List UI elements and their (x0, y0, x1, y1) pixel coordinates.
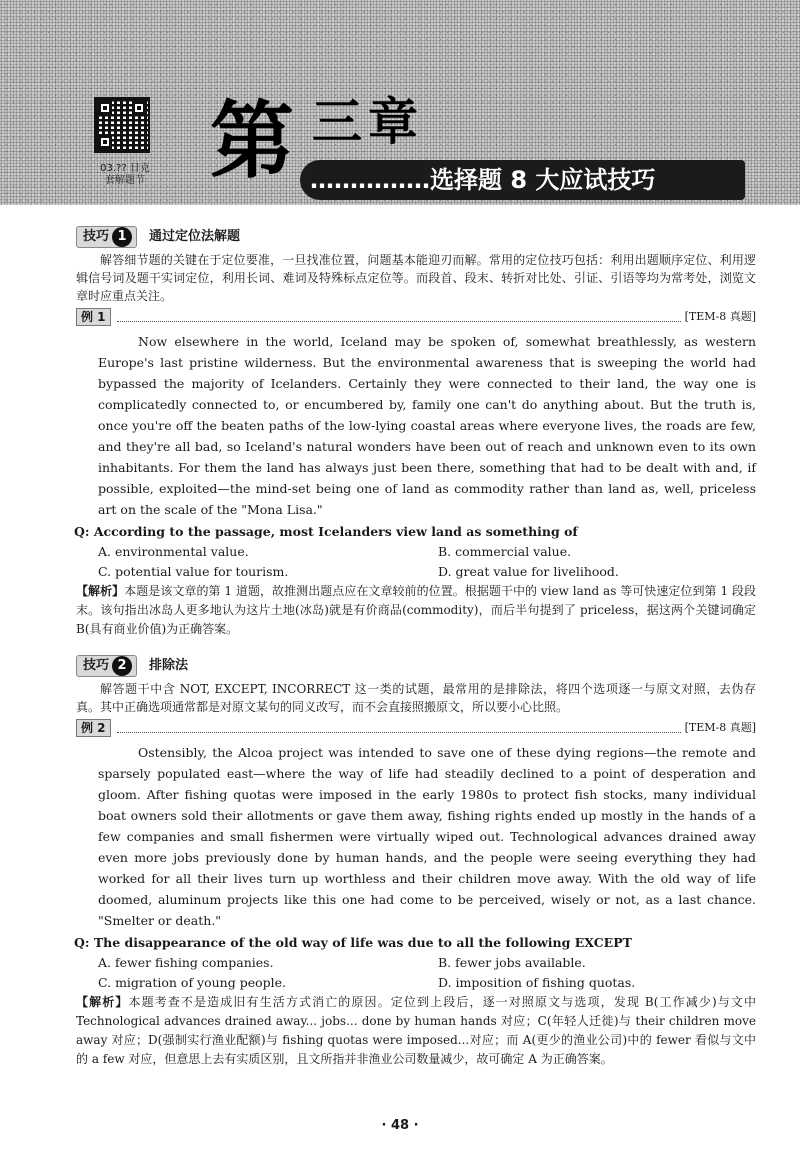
analysis-label: 【解析】 (76, 584, 125, 598)
chapter-title: 三章 (312, 92, 424, 151)
example-2-label: 例 2 (76, 719, 111, 737)
option-a: A. fewer fishing companies. (98, 955, 274, 970)
qr-caption: 03.?? 日克 套解题节 (100, 163, 150, 186)
example-2-options (98, 953, 756, 993)
analysis-text: 本题是该文章的第 1 道题，故推测出题点应在文章较前的位置。根据题干中的 view land as 等可快速定位到第 1 段段末。该句指出冰岛人更多地认为这片土地(冰岛)就是有价商品(commodity)，而后半句提到了 priceless，据这两个关键词确定 B(具有商业价值)为正确答案。 (76, 584, 756, 636)
option-a: A. environmental value. (98, 544, 249, 559)
example-1-source: [TEM-8 真题] (684, 310, 756, 323)
tip-badge (76, 226, 137, 248)
option-c: C. migration of young people. (98, 975, 287, 990)
example-1-analysis (76, 582, 756, 639)
tip-number-circle: 2 (112, 656, 132, 676)
tip-2-heading (76, 653, 756, 679)
tip-2-title: 排除法 (149, 658, 189, 673)
option-b: B. fewer jobs available. (438, 955, 586, 970)
example-2-header (76, 718, 756, 738)
example-1-label: 例 1 (76, 308, 111, 326)
tip-2-description: 解答题干中含 NOT, EXCEPT, INCORRECT 这一类的试题，最常用的是排除法，将四个选项逐一与原文对照，去伪存真。其中正确选项通常都是对原文某句的同义改写，而不会直接照搬原文，所以要小心比照。 (76, 682, 756, 714)
example-1-header (76, 307, 756, 327)
example-2-analysis (76, 993, 756, 1069)
chapter-title-big-char: 第 (210, 91, 295, 190)
example-2-question: Q: The disappearance of the old way of life was due to all the following EXCEPT (74, 935, 632, 950)
tip-badge (76, 655, 137, 677)
qr-code-icon[interactable] (94, 97, 150, 153)
tip-number-circle: 1 (112, 227, 132, 247)
chapter-header-banner (0, 0, 800, 205)
tip-1-title: 通过定位法解题 (149, 229, 241, 244)
option-d: D. imposition of fishing quotas. (438, 975, 636, 990)
dotted-leader (117, 723, 681, 733)
dotted-leader (117, 312, 681, 322)
tip-badge-label: 技巧 (83, 229, 110, 244)
tip-1-heading (76, 224, 756, 250)
option-d: D. great value for livelihood. (438, 564, 619, 579)
tip-badge-label: 技巧 (83, 658, 110, 673)
analysis-label: 【解析】 (76, 995, 129, 1009)
example-1-passage: Now elsewhere in the world, Iceland may be spoken of, somewhat breathlessly, as western Europe's last pristine wilderness. But the environmental awareness that is sweeping the world had bypassed the majority of Icelanders. Certainly they were connected to their land, the way one is complicatedly connected to, or encumbered by, family one can't do anything about. But the truth is, once you're off the beaten paths of the low-lying coastal areas where everyone lives, the roads are few, and they're all bad, so Iceland's natural wonders have been out of reach and unknown even to its own inhabitants. For them the land has always just been there, something that had to be dealt with and, if possible, exploited—the mind-set being one of land as commodity rather than land as, well, priceless art on the scale of the "Mona Lisa." (98, 334, 756, 517)
option-b: B. commercial value. (438, 544, 572, 559)
tip-1-description: 解答细节题的关键在于定位要准，一旦找准位置，问题基本能迎刃而解。常用的定位技巧包括：利用出题顺序定位、利用逻辑信号词及题干实词定位，利用长词、难词及特殊标点定位等。而段首、段末、转折对比处、引证、引语等均为常考处，浏览文章时应重点关注。 (76, 253, 756, 303)
example-1-question: Q: According to the passage, most Icelanders view land as something of (74, 524, 578, 539)
chapter-subtitle: ……………选择题 8 大应试技巧 (300, 160, 745, 200)
analysis-text: 本题考查不是造成旧有生活方式消亡的原因。定位到上段后，逐一对照原文与选项，发现 B(工作减少)与文中 Technological advances drained away... jobs... done by human hands 对应；C(年轻人迁徙)与 their children move away 对应；D(强制实行渔业配额)与 fishing quotas were imposed...对应；而 A(更少的渔业公司)中的 fewer 看似与文中的 a few 对应，但意思上去有实质区别，且文所指并非渔业公司数量减少，故可确定 A 为正确答案。 (76, 995, 756, 1066)
example-2-passage: Ostensibly, the Alcoa project was intended to save one of these dying regions—the remote and sparsely populated east—where the way of life had steadily declined to a point of desperation and gloom. After fishing quotas were imposed in the early 1980s to protect fish stocks, many individual boat owners sold their allotments or gave them away, fishing rights ended up mostly in the hands of a few companies and small fishermen were virtually wiped out. Technological advances drained away even more jobs previously done by human hands, and the people were seeing everything they had worked for all their lives turn up worthless and their children move away. With the old way of life doomed, aluminum projects like this one had come to be perceived, wisely or not, as a last chance. "Smelter or death." (98, 745, 756, 928)
page-number: · 48 · (381, 1118, 419, 1133)
option-c: C. potential value for tourism. (98, 564, 289, 579)
page-content (76, 220, 756, 1069)
example-1-options (98, 542, 756, 582)
example-2-source: [TEM-8 真题] (684, 721, 756, 734)
